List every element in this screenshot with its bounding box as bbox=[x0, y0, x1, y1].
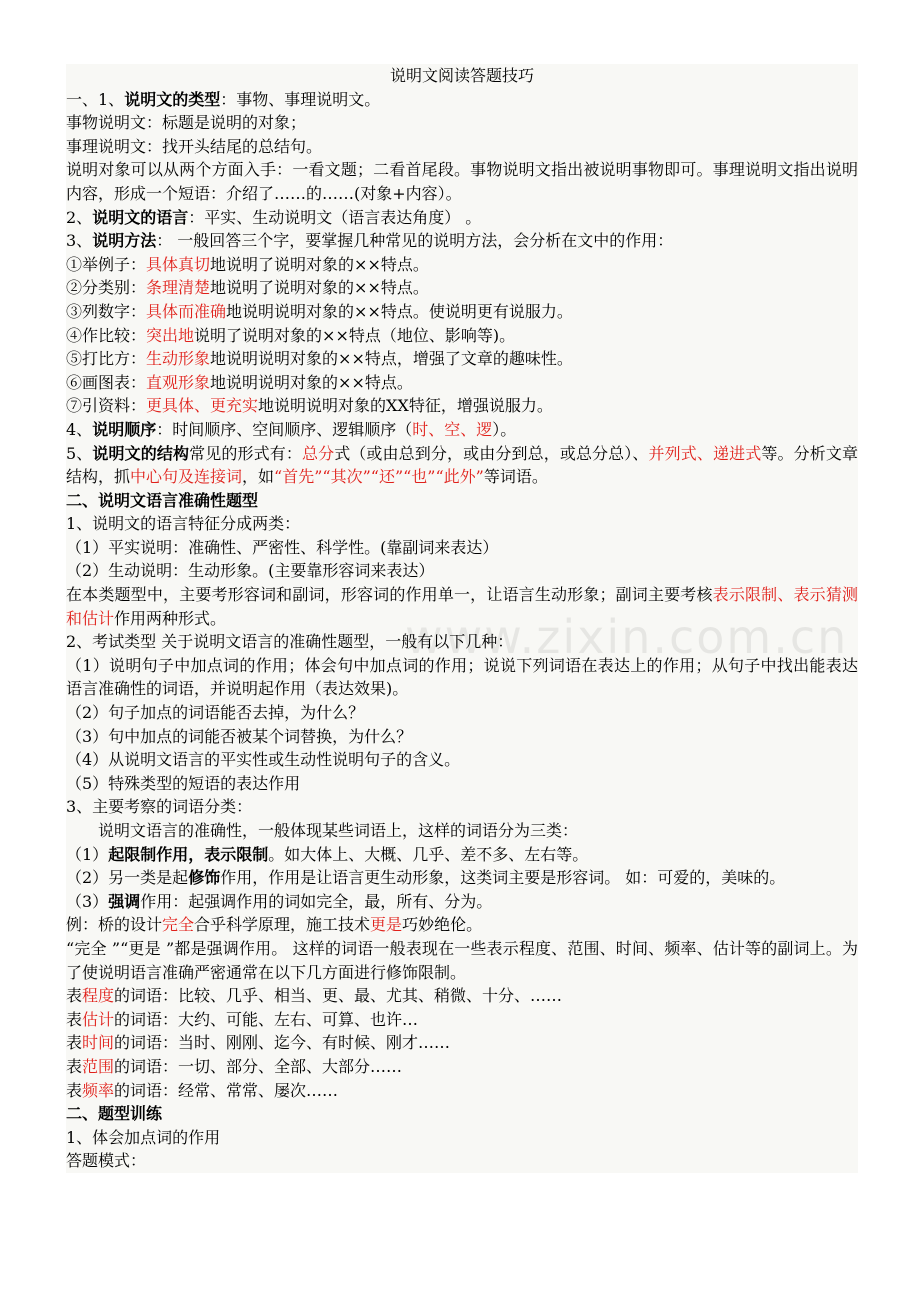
method-item: ⑦引资料：更具体、更充实地说明说明对象的XX特征，增强说服力。 bbox=[66, 396, 553, 416]
exam-type-4: （4）从说明文语言的平实性或生动性说明句子的含义。 bbox=[66, 750, 461, 770]
word-categories-intro: 说明文语言的准确性，一般体现某些词语上，这样的词语分为三类： bbox=[98, 821, 579, 840]
method-item: ⑥画图表：直观形象地说明说明对象的××特点。 bbox=[66, 372, 413, 392]
method-item: ⑤打比方：生动形象地说明说明对象的××特点，增强了文章的趣味性。 bbox=[66, 349, 573, 369]
word-type-item: 表范围的词语：一切、部分、全部、大部分…… bbox=[66, 1056, 403, 1076]
duixiang-paragraph: 说明对象可以从两个方面入手：一看文题；二看首尾段。事物说明文指出被说明事物即可。事理说明文指出说明内容，形成一个短语：介绍了……的……(对象+内容）。 bbox=[66, 160, 858, 203]
exam-type-1: （1）说明句子中加点词的作用；体会句中加点词的作用；说说下列词语在表达上的作用；从句子中找出能表达语言准确性的词语，并说明起作用（表达效果)。 bbox=[66, 655, 858, 699]
word-categories: 3、主要考察的词语分类： bbox=[66, 797, 253, 817]
exam-type-5: （5）特殊类型的短语的表达作用 bbox=[66, 773, 301, 793]
method-item: ①举例子：具体真切地说明了说明对象的××特点。 bbox=[66, 254, 429, 274]
shili-line: 事理说明文：找开头结尾的总结句。 bbox=[66, 136, 323, 156]
language-feature-vivid: （2）生动说明：生动形象。(主要靠形容词来表达） bbox=[66, 561, 435, 581]
exam-types: 2、考试类型 关于说明文语言的准确性题型，一般有以下几种： bbox=[66, 632, 514, 652]
section-4-order: 4、说明顺序：时间顺序、空间顺序、逻辑顺序（时、空、逻）。 bbox=[66, 419, 517, 439]
category-modify: （2）另一类是起修饰作用，作用是让语言更生动形象，这类词主要是形容词。 如：可爱的，美味的。 bbox=[66, 868, 786, 888]
method-item: ④作比较：突出地说明了说明对象的××特点（地位、影响等)。 bbox=[66, 325, 516, 345]
category-limit: （1）起限制作用，表示限制。如大体上、大概、几乎、差不多、左右等。 bbox=[66, 844, 589, 864]
section-1-type: 一、1、说明文的类型：事物、事理说明文。 bbox=[66, 89, 381, 109]
method-item: ②分类别：条理清楚地说明了说明对象的××特点。 bbox=[66, 278, 429, 298]
heading-training: 二、题型训练 bbox=[66, 1104, 163, 1124]
category-emphasis: （3）强调作用：起强调作用的词如完全，最，所有、分为。 bbox=[66, 891, 493, 911]
word-type-item: 表时间的词语：当时、刚刚、迄今、有时候、刚才…… bbox=[66, 1033, 451, 1053]
language-features: 1、说明文的语言特征分成两类： bbox=[66, 514, 301, 534]
word-type-item: 表程度的词语：比较、几乎、相当、更、最、尤其、稍微、十分、…… bbox=[66, 986, 563, 1006]
word-type-item: 表估计的词语：大约、可能、左右、可算、也许… bbox=[66, 1009, 419, 1029]
question-type-paragraph: 在本类题型中，主要考形容词和副词，形容词的作用单一，让语言生动形象；副词主要考核表示限制、表示猜测和估计作用两种形式。 bbox=[66, 585, 858, 628]
section-2-language: 2、说明文的语言：平实、生动说明文（语言表达角度） 。 bbox=[66, 207, 482, 227]
emphasis-example: 例：桥的设计完全合乎科学原理，施工技术更是巧妙绝伦。 bbox=[66, 915, 483, 935]
heading-language-accuracy: 二、说明文语言准确性题型 bbox=[66, 490, 259, 510]
training-item-1: 1、体会加点词的作用 bbox=[66, 1127, 221, 1147]
language-feature-plain: （1）平实说明：准确性、严密性、科学性。(靠副词来表达） bbox=[66, 537, 499, 557]
exam-type-3: （3）句中加点的词能否被某个词替换，为什么？ bbox=[66, 726, 413, 746]
page-title: 说明文阅读答题技巧 bbox=[389, 66, 534, 85]
section-5-structure: 5、说明文的结构常见的形式有：总分式（或由总到分，或由分到总，或总分总）、并列式、递进式等。分析文章结构，抓中心句及连接词，如“首先”“其次”“还”“也”“此外”等词语。 bbox=[66, 443, 858, 487]
answer-pattern-label: 答题模式： bbox=[66, 1151, 147, 1171]
document-body bbox=[66, 64, 858, 1173]
shiwu-line: 事物说明文：标题是说明的对象； bbox=[66, 113, 307, 133]
word-type-item: 表频率的词语：经常、常常、屡次…… bbox=[66, 1080, 339, 1100]
method-item: ③列数字：具体而准确地说明说明对象的××特点。使说明更有说服力。 bbox=[66, 301, 573, 321]
exam-type-2: （2）句子加点的词语能否去掉，为什么？ bbox=[66, 703, 365, 723]
section-3-methods: 3、说明方法： 一般回答三个字，要掌握几种常见的说明方法，会分析在文中的作用： bbox=[66, 231, 674, 251]
emphasis-note: “完全 ”“更是 ”都是强调作用。 这样的词语一般表现在一些表示程度、范围、时间、频率、估计等的副词上。为了使说明语言准确严密通常在以下几方面进行修饰限制。 bbox=[66, 938, 858, 982]
